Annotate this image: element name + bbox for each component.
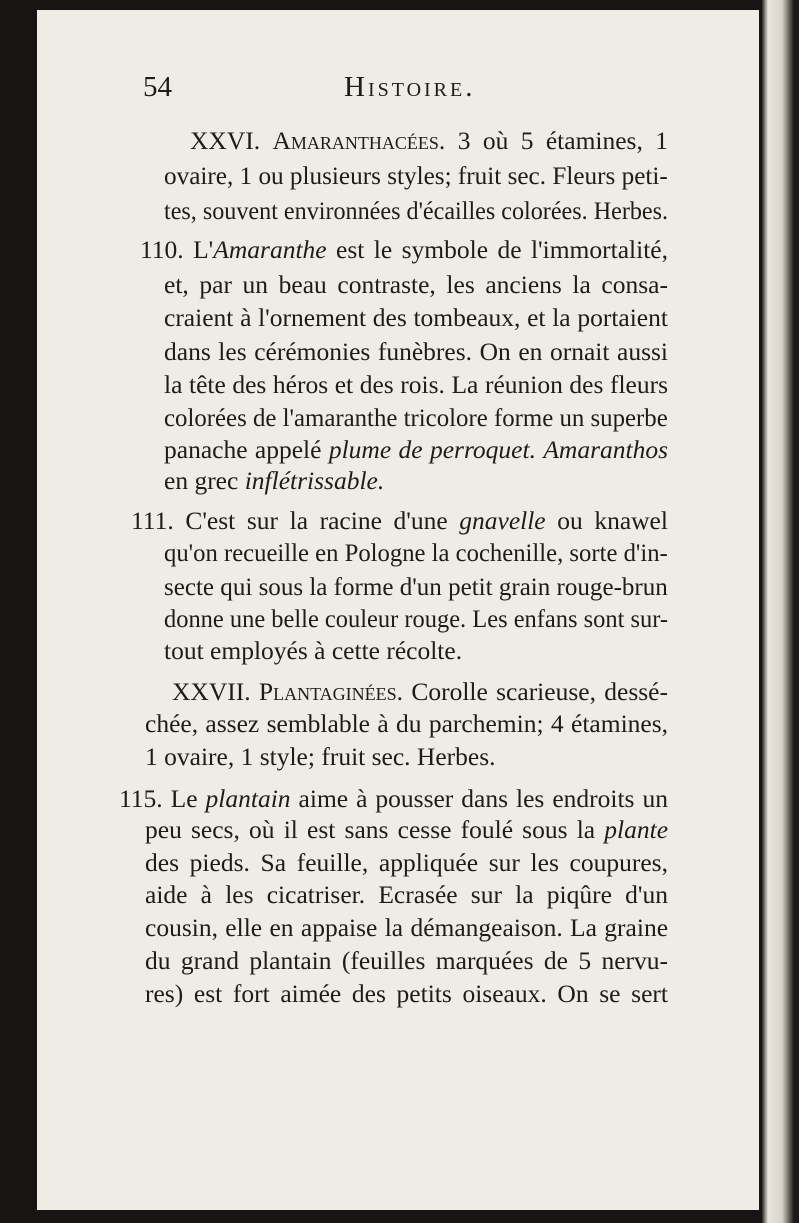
- text-segment: dans les cérémonies funèbres. On en ornait aussi: [164, 337, 669, 366]
- text-segment: ovaire, 1 ou plusieurs styles; fruit sec. Fleurs peti-: [164, 161, 668, 190]
- text-line: [145, 946, 668, 976]
- text-segment: 3 où 5 étamines, 1: [445, 126, 668, 155]
- text-segment: aime à pousser dans les endroits un: [290, 784, 668, 813]
- text-segment: 1 ovaire, 1 style; fruit sec. Herbes.: [145, 742, 496, 771]
- text-segment: qu'on recueille en Pologne la cochenille, sorte d'in-: [164, 538, 668, 567]
- page-number: 54: [143, 71, 172, 103]
- text-line: [140, 235, 668, 265]
- page-edge: [762, 0, 799, 1223]
- text-segment: ou knawel: [545, 506, 668, 535]
- text-line: [145, 979, 668, 1009]
- text-segment: secte qui sous la forme d'un petit grain rouge-brun: [164, 572, 668, 601]
- text-segment: Corolle scarieuse, dessé-: [403, 677, 668, 706]
- text-segment: craient à l'ornement des tombeaux, et la portaient: [164, 303, 668, 332]
- text-segment: panache appelé: [164, 435, 329, 464]
- text-line: [164, 538, 668, 568]
- text-segment: et, par un beau contraste, les anciens la consa-: [164, 270, 668, 299]
- section-heading: Plantaginées.: [258, 677, 404, 706]
- text-line: [164, 403, 668, 433]
- text-line: [145, 742, 496, 772]
- text-segment: 111. C'est sur la racine d'une: [131, 506, 460, 535]
- text-line: [190, 126, 668, 156]
- text-segment: 110. L': [140, 235, 214, 264]
- text-segment: XXVI.: [190, 126, 273, 155]
- text-segment: du grand plantain (feuilles marquées de 5 nervu-: [145, 946, 669, 975]
- running-title: Histoire.: [344, 71, 476, 103]
- italic-text: plantain: [205, 784, 291, 813]
- text-segment: tout employés à cette récolte.: [164, 636, 463, 665]
- text-segment: tes, souvent environnées d'écailles colorées. Herbes.: [164, 196, 669, 225]
- text-segment: res) est fort aimée des petits oiseaux. On se sert: [145, 979, 668, 1008]
- text-line: [164, 196, 668, 226]
- text-segment: colorées de l'amaranthe tricolore forme un superbe: [164, 403, 668, 432]
- text-segment: donne une belle couleur rouge. Les enfans sont sur-: [164, 604, 669, 633]
- text-line: [164, 466, 384, 496]
- text-line: [145, 709, 668, 739]
- text-line: [119, 784, 668, 814]
- text-line: [164, 270, 668, 300]
- text-line: [145, 880, 668, 910]
- italic-text: Amaranthe: [213, 235, 327, 264]
- text-line: [164, 337, 668, 367]
- text-segment: 115. Le: [119, 784, 206, 813]
- text-segment: peu secs, où il est sans cesse foulé sous la: [145, 815, 605, 844]
- text-line: [164, 636, 462, 666]
- text-line: [172, 677, 668, 707]
- text-line: [164, 572, 668, 602]
- text-line: [164, 303, 668, 333]
- text-segment: chée, assez semblable à du parchemin; 4 étamines,: [145, 709, 669, 738]
- italic-text: Amaranthos: [543, 435, 669, 464]
- text-segment: la tête des héros et des rois. La réunion des fleurs: [164, 370, 669, 399]
- text-line: [164, 604, 668, 634]
- text-line: [131, 506, 668, 536]
- text-line: [164, 435, 668, 465]
- italic-text: plume de perroquet.: [328, 435, 536, 464]
- text-line: [145, 913, 668, 943]
- italic-text: plante: [604, 815, 669, 844]
- section-heading: Amaranthacées.: [272, 126, 446, 155]
- text-line: [145, 815, 668, 845]
- text-line: [164, 161, 668, 191]
- text-segment: en grec: [164, 466, 245, 495]
- text-segment: des pieds. Sa feuille, appliquée sur les coupures,: [145, 848, 668, 877]
- text-line: [145, 848, 668, 878]
- italic-text: gnavelle: [459, 506, 546, 535]
- text-line: [164, 370, 668, 400]
- text-segment: est le symbole de l'immortalité,: [326, 235, 668, 264]
- text-segment: XXVII.: [172, 677, 259, 706]
- italic-text: inflétrissable.: [244, 466, 385, 495]
- text-segment: aide à les cicatriser. Ecrasée sur la piqûre d'un: [145, 880, 668, 909]
- text-segment: cousin, elle en appaise la démangeaison. La graine: [145, 913, 669, 942]
